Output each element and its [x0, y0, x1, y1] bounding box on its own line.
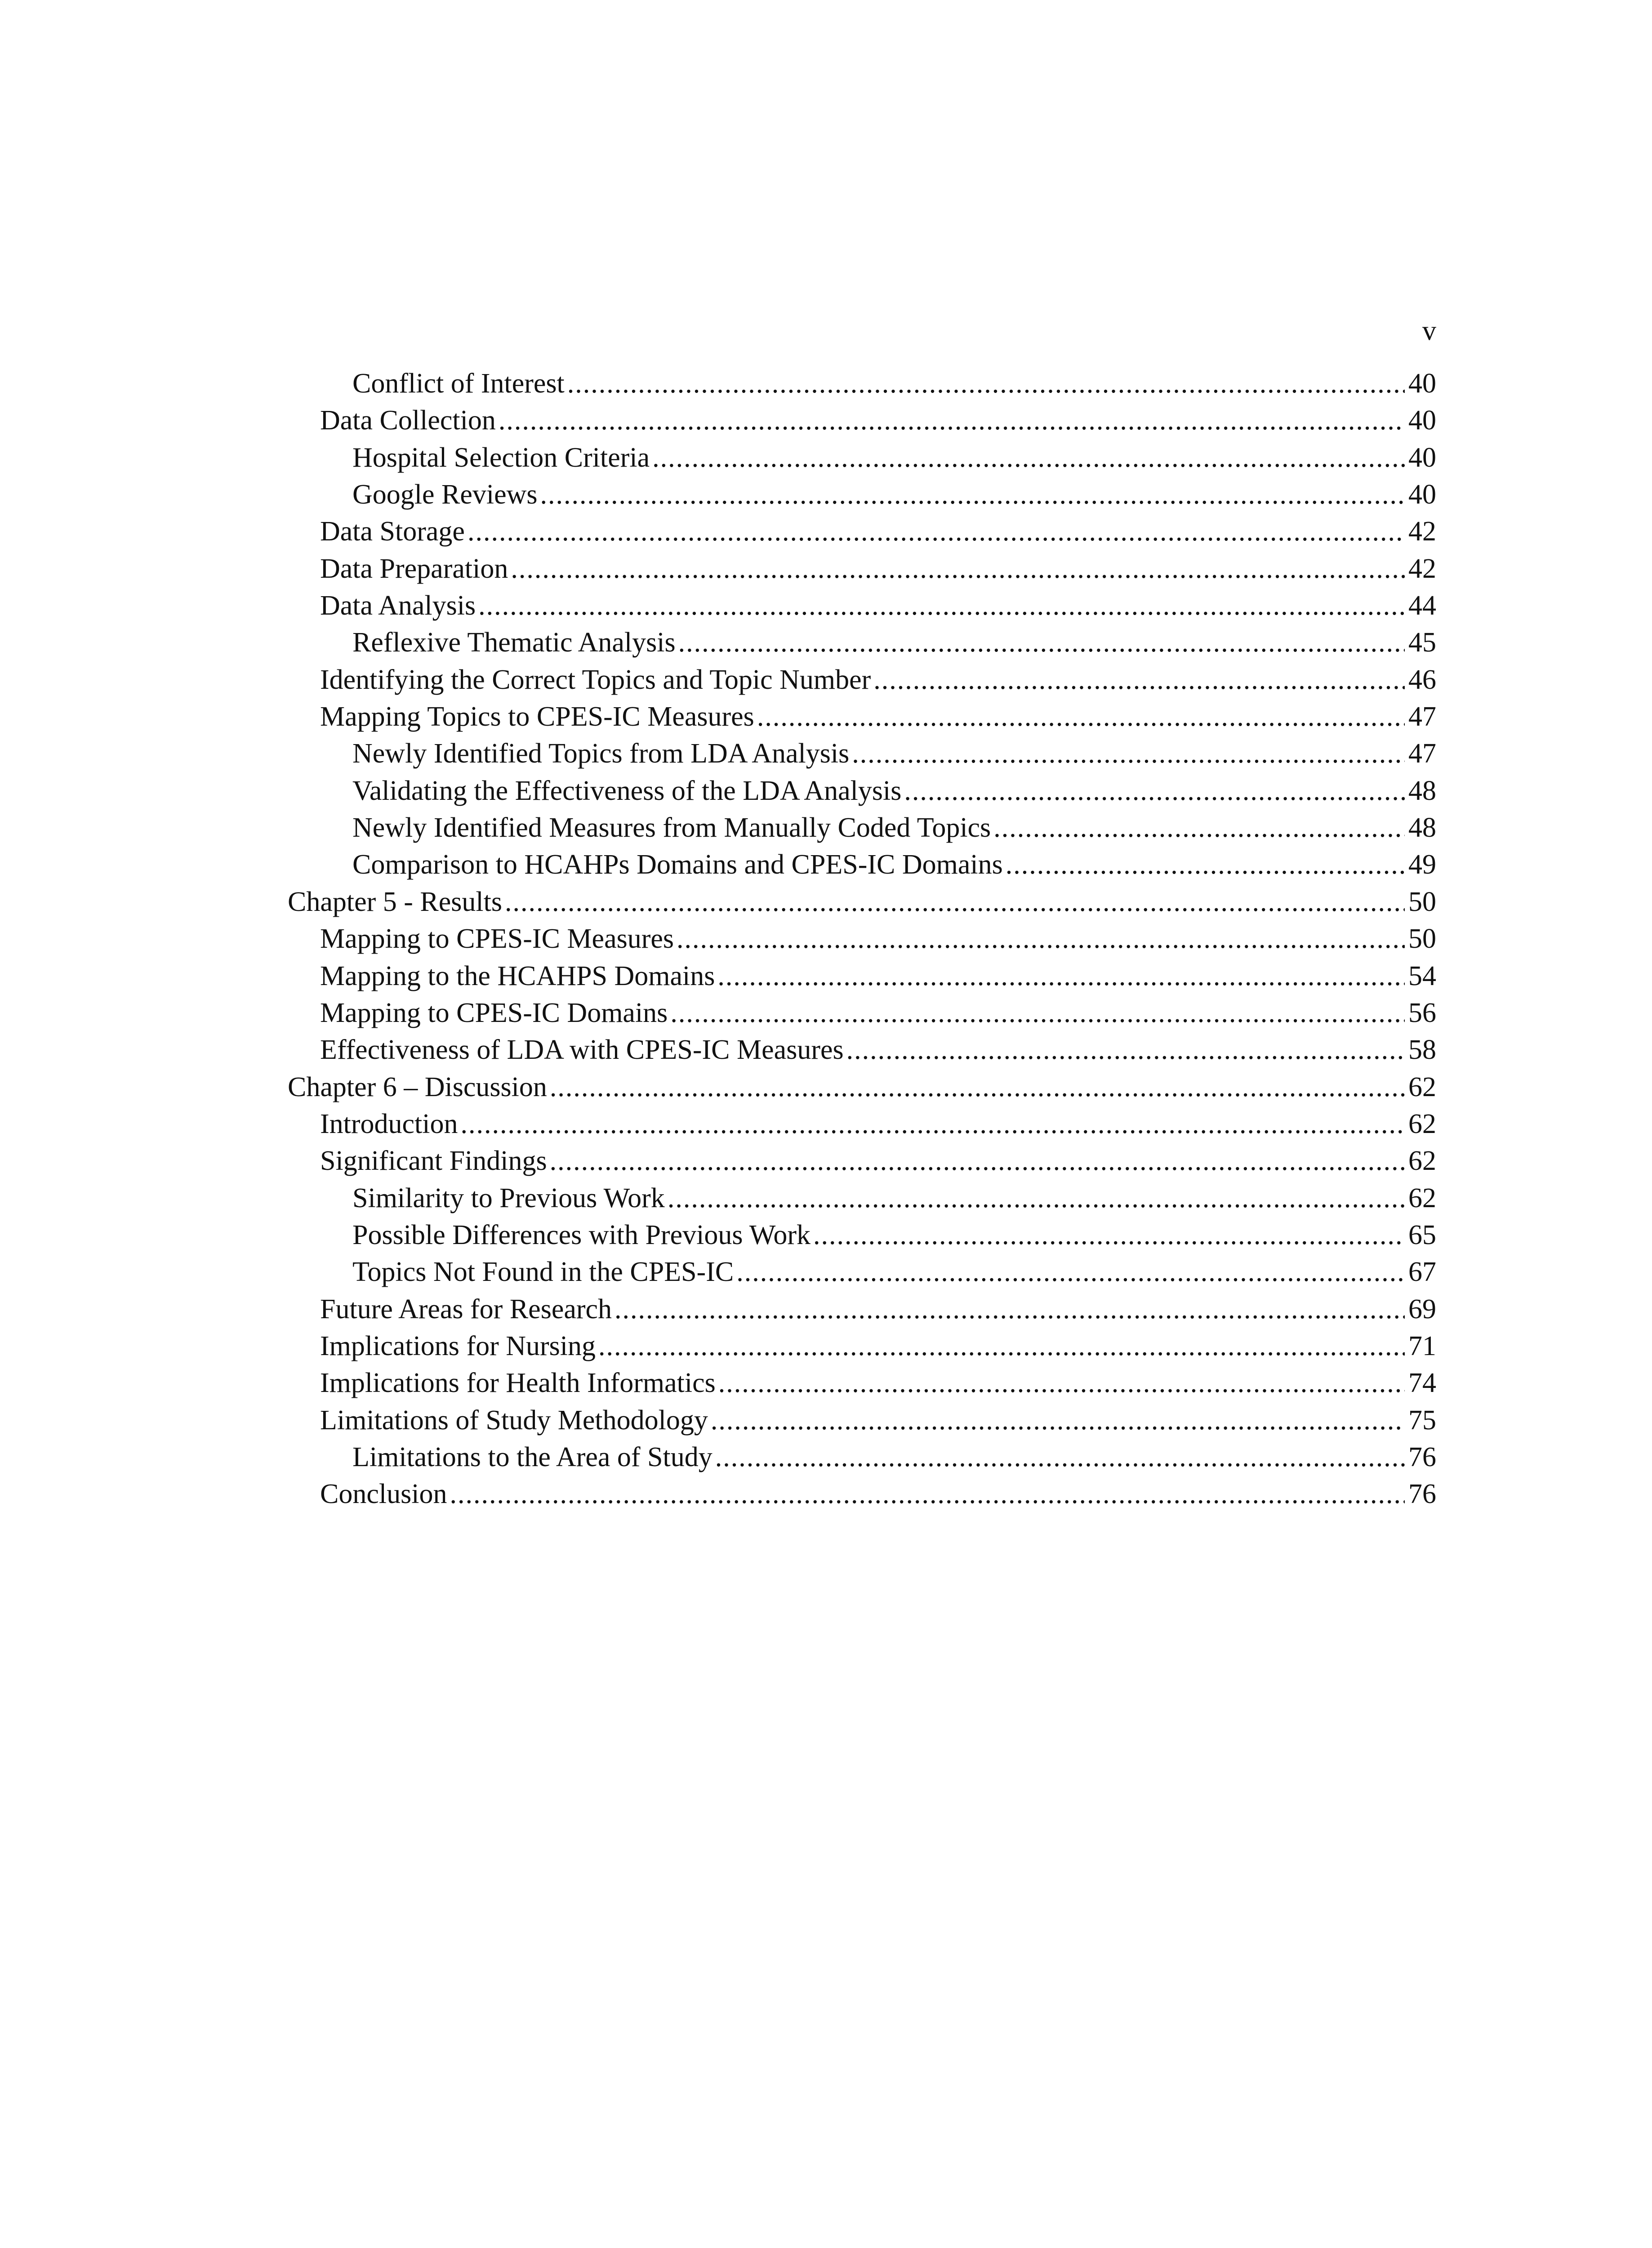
toc-entry-page-number: 49	[1408, 849, 1436, 880]
toc-entry-page-number: 76	[1408, 1479, 1436, 1510]
toc-entry[interactable]	[288, 809, 1436, 846]
toc-entry-title: Chapter 6 – Discussion	[288, 1071, 547, 1102]
dot-leader	[614, 1291, 1405, 1328]
toc-entry-title: Validating the Effectiveness of the LDA Analysis	[352, 775, 902, 806]
dot-leader	[715, 1439, 1405, 1476]
toc-entry[interactable]	[288, 439, 1436, 476]
toc-entry-title: Data Analysis	[320, 590, 476, 621]
toc-entry-page-number: 40	[1408, 405, 1436, 436]
toc-entry-page-number: 40	[1408, 442, 1436, 473]
dot-leader	[567, 365, 1405, 402]
dot-leader	[852, 735, 1405, 772]
toc-entry[interactable]	[288, 1253, 1436, 1290]
toc-entry-page-number: 48	[1408, 775, 1436, 806]
toc-entry[interactable]	[288, 958, 1436, 995]
dot-leader	[670, 995, 1405, 1031]
dot-leader	[718, 1365, 1405, 1401]
toc-entry[interactable]	[288, 698, 1436, 735]
toc-entry-title: Data Preparation	[320, 553, 508, 584]
toc-entry[interactable]	[288, 735, 1436, 772]
toc-entry-page-number: 50	[1408, 886, 1436, 917]
toc-entry[interactable]	[288, 1291, 1436, 1328]
toc-entry[interactable]	[288, 1106, 1436, 1142]
toc-entry-page-number: 47	[1408, 701, 1436, 732]
toc-entry[interactable]	[288, 1142, 1436, 1179]
toc-entry-page-number: 58	[1408, 1035, 1436, 1066]
dot-leader	[668, 1180, 1405, 1217]
dot-leader	[652, 439, 1405, 476]
dot-leader	[993, 809, 1405, 846]
toc-entry-page-number: 65	[1408, 1219, 1436, 1250]
toc-entry-page-number: 40	[1408, 368, 1436, 399]
toc-entry-title: Hospital Selection Criteria	[352, 442, 650, 473]
dot-leader	[499, 402, 1405, 439]
toc-entry-page-number: 62	[1408, 1146, 1436, 1177]
toc-entry-title: Chapter 5 - Results	[288, 886, 502, 917]
dot-leader	[478, 587, 1405, 624]
toc-entry[interactable]	[288, 1365, 1436, 1401]
toc-entry[interactable]	[288, 1069, 1436, 1106]
toc-entry[interactable]	[288, 1402, 1436, 1439]
toc-entry-title: Significant Findings	[320, 1146, 547, 1177]
toc-entry-title: Possible Differences with Previous Work	[352, 1219, 811, 1250]
toc-entry-page-number: 76	[1408, 1441, 1436, 1472]
dot-leader	[450, 1476, 1405, 1512]
dot-leader	[846, 1031, 1405, 1068]
toc-entry-title: Comparison to HCAHPs Domains and CPES-IC Domains	[352, 849, 1003, 880]
toc-entry-page-number: 71	[1408, 1330, 1436, 1361]
toc-entry-page-number: 67	[1408, 1257, 1436, 1288]
page-number: v	[1422, 316, 1436, 346]
toc-entry-title: Data Collection	[320, 405, 496, 436]
toc-entry-title: Future Areas for Research	[320, 1293, 612, 1325]
toc-entry-title: Conflict of Interest	[352, 368, 565, 399]
toc-entry[interactable]	[288, 772, 1436, 809]
dot-leader	[677, 920, 1405, 957]
toc-entry-title: Reflexive Thematic Analysis	[352, 627, 676, 658]
dot-leader	[550, 1142, 1405, 1179]
toc-entry[interactable]	[288, 1476, 1436, 1512]
toc-entry-page-number: 40	[1408, 479, 1436, 510]
toc-entry-page-number: 48	[1408, 812, 1436, 843]
toc-entry[interactable]	[288, 365, 1436, 402]
toc-entry-page-number: 75	[1408, 1405, 1436, 1436]
toc-entry[interactable]	[288, 513, 1436, 550]
toc-entry-title: Topics Not Found in the CPES-IC	[352, 1257, 734, 1288]
toc-entry-title: Similarity to Previous Work	[352, 1182, 665, 1213]
toc-entry-title: Effectiveness of LDA with CPES-IC Measures	[320, 1035, 844, 1066]
dot-leader	[736, 1253, 1405, 1290]
toc-entry-title: Mapping to CPES-IC Measures	[320, 923, 674, 955]
dot-leader	[461, 1106, 1405, 1142]
dot-leader	[1006, 846, 1405, 883]
toc-entry[interactable]	[288, 1031, 1436, 1068]
toc-entry[interactable]	[288, 402, 1436, 439]
toc-entry-page-number: 69	[1408, 1293, 1436, 1325]
dot-leader	[505, 883, 1405, 920]
toc-entry-title: Limitations of Study Methodology	[320, 1405, 708, 1436]
toc-entry[interactable]	[288, 883, 1436, 920]
toc-entry-page-number: 46	[1408, 664, 1436, 695]
toc-entry[interactable]	[288, 1180, 1436, 1217]
toc-entry[interactable]	[288, 661, 1436, 698]
toc-entry-page-number: 56	[1408, 997, 1436, 1028]
toc-entry[interactable]	[288, 920, 1436, 957]
toc-entry[interactable]	[288, 624, 1436, 661]
toc-entry-title: Newly Identified Topics from LDA Analysis	[352, 738, 850, 769]
dot-leader	[511, 550, 1405, 587]
toc-entry-title: Mapping to the HCAHPS Domains	[320, 960, 715, 991]
toc-entry-page-number: 54	[1408, 960, 1436, 991]
toc-entry-title: Conclusion	[320, 1479, 447, 1510]
toc-entry-title: Introduction	[320, 1108, 458, 1139]
toc-entry[interactable]	[288, 476, 1436, 513]
dot-leader	[904, 772, 1405, 809]
toc-entry[interactable]	[288, 587, 1436, 624]
dot-leader	[717, 958, 1405, 995]
toc-entry[interactable]	[288, 846, 1436, 883]
toc-entry-page-number: 45	[1408, 627, 1436, 658]
toc-entry-title: Data Storage	[320, 516, 465, 547]
toc-entry[interactable]	[288, 995, 1436, 1031]
toc-entry-page-number: 50	[1408, 923, 1436, 955]
toc-entry[interactable]	[288, 1328, 1436, 1365]
dot-leader	[873, 661, 1405, 698]
toc-entry-title: Implications for Nursing	[320, 1330, 596, 1361]
toc-entry-page-number: 62	[1408, 1182, 1436, 1213]
table-of-contents	[288, 365, 1436, 1513]
dot-leader	[540, 476, 1405, 513]
toc-entry-page-number: 42	[1408, 516, 1436, 547]
dot-leader	[598, 1328, 1405, 1365]
toc-entry-page-number: 62	[1408, 1071, 1436, 1102]
toc-entry[interactable]	[288, 550, 1436, 587]
toc-entry-page-number: 47	[1408, 738, 1436, 769]
toc-entry-title: Google Reviews	[352, 479, 538, 510]
toc-entry-title: Limitations to the Area of Study	[352, 1441, 712, 1472]
dot-leader	[468, 513, 1405, 550]
toc-entry-title: Mapping to CPES-IC Domains	[320, 997, 668, 1028]
toc-entry-title: Implications for Health Informatics	[320, 1368, 716, 1399]
toc-entry-page-number: 62	[1408, 1108, 1436, 1139]
dot-leader	[711, 1402, 1405, 1439]
toc-entry-title: Newly Identified Measures from Manually Coded Topics	[352, 812, 991, 843]
toc-entry-title: Identifying the Correct Topics and Topic Number	[320, 664, 871, 695]
dot-leader	[813, 1217, 1405, 1253]
dot-leader	[757, 698, 1405, 735]
toc-entry-title: Mapping Topics to CPES-IC Measures	[320, 701, 754, 732]
dot-leader	[678, 624, 1405, 661]
toc-entry-page-number: 74	[1408, 1368, 1436, 1399]
toc-entry[interactable]	[288, 1439, 1436, 1476]
toc-entry-page-number: 44	[1408, 590, 1436, 621]
dot-leader	[550, 1069, 1405, 1106]
toc-entry[interactable]	[288, 1217, 1436, 1253]
toc-entry-page-number: 42	[1408, 553, 1436, 584]
